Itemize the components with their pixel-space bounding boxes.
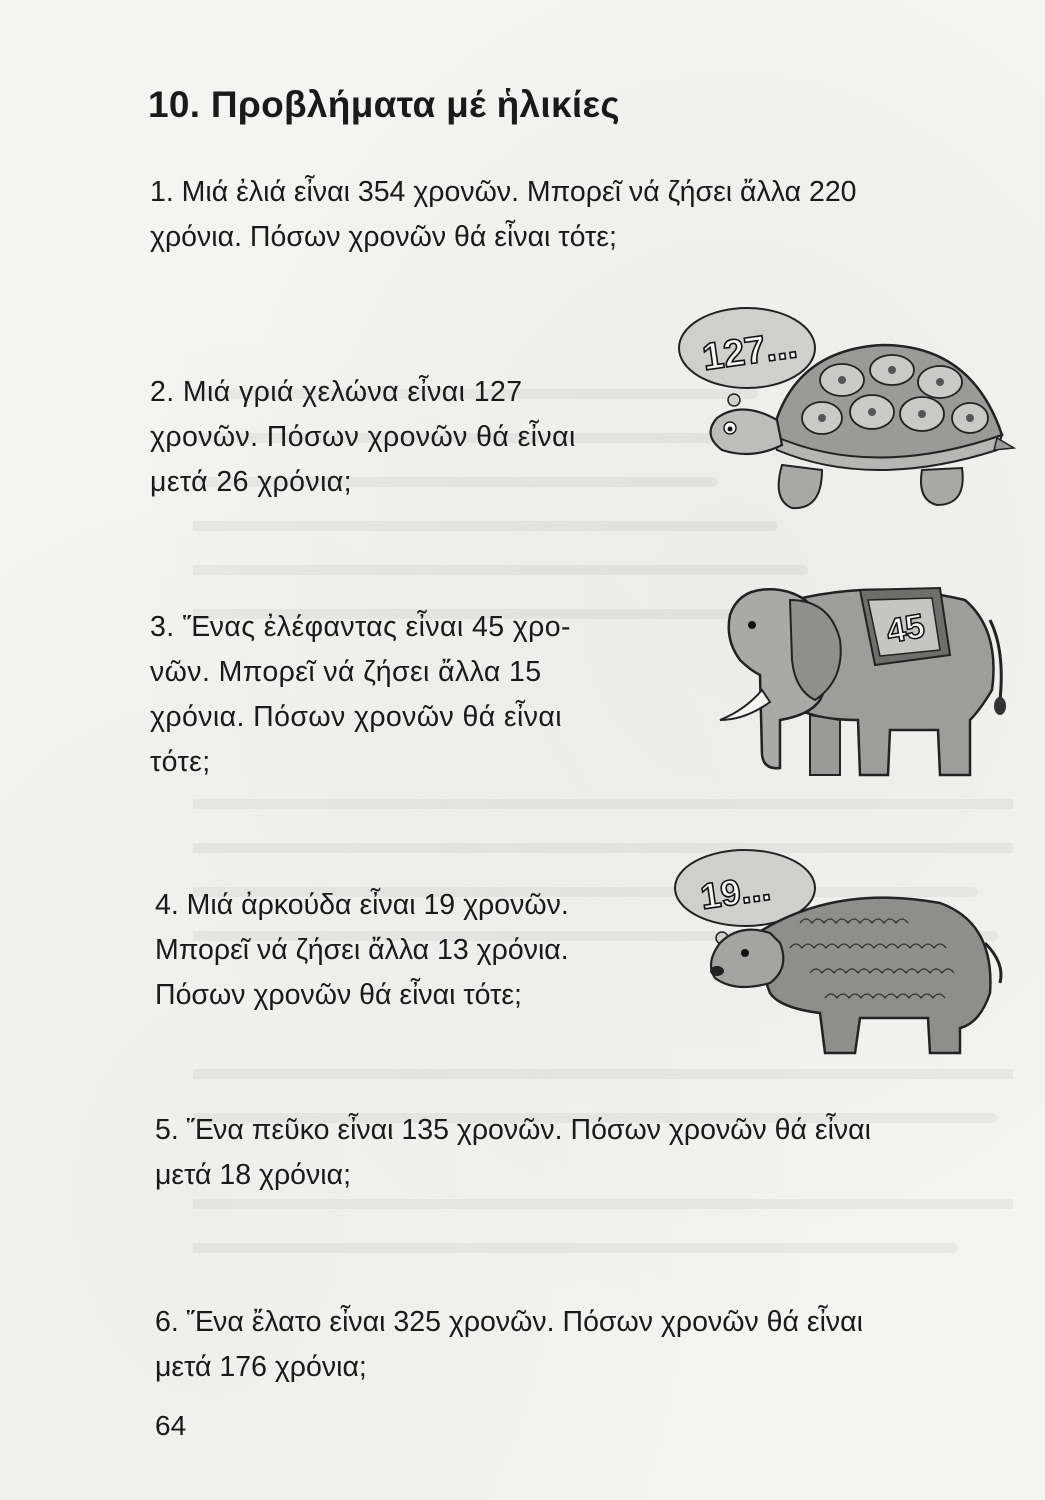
bear-bubble-text: 19...	[697, 866, 774, 918]
problem-1-line-2: χρόνια. Πόσων χρονῶν θά εἶναι τότε;	[150, 221, 617, 253]
problem-2-line-1: 2. Μιά γριά χελώνα εἶναι 127	[150, 376, 523, 408]
page-number: 64	[155, 1410, 187, 1441]
problem-3-line-1: 3. Ἕνας ἐλέφαντας εἶναι 45 χρο-	[150, 611, 571, 643]
elephant-illustration	[700, 570, 1010, 785]
elephant-blanket-number: 45	[883, 606, 928, 651]
turtle-bubble-text: 127...	[699, 324, 800, 380]
problem-2-line-2: χρονῶν. Πόσων χρονῶν θά εἶναι	[150, 421, 576, 453]
problem-2-line-3: μετά 26 χρόνια;	[150, 466, 352, 498]
turtle-illustration	[672, 300, 1017, 515]
problem-3-line-3: χρόνια. Πόσων χρονῶν θά εἶναι	[150, 701, 562, 733]
problem-3	[150, 605, 571, 785]
problem-4-line-2: Μπορεῖ νά ζήσει ἄλλα 13 χρόνια.	[155, 934, 569, 966]
elephant-drawing	[700, 570, 1010, 785]
problem-5-line-1: 5. Ἕνα πεῦκο εἶναι 135 χρονῶν. Πόσων χρονῶν θά εἶναι	[155, 1114, 871, 1146]
problem-5-line-2: μετά 18 χρόνια;	[155, 1159, 351, 1191]
bear-drawing	[660, 843, 1015, 1063]
problem-3-line-2: νῶν. Μπορεῖ νά ζήσει ἄλλα 15	[150, 656, 542, 688]
problem-1	[150, 170, 857, 260]
problem-4	[155, 883, 569, 1018]
problem-5	[155, 1108, 871, 1198]
problem-1-line-1: 1. Μιά ἐλιά εἶναι 354 χρονῶν. Μπορεῖ νά ζήσει ἄλλα 220	[150, 176, 857, 208]
problem-4-line-1: 4. Μιά ἀρκούδα εἶναι 19 χρονῶν.	[155, 889, 569, 921]
problem-4-line-3: Πόσων χρονῶν θά εἶναι τότε;	[155, 979, 522, 1011]
problem-6-line-1: 6. Ἕνα ἔλατο εἶναι 325 χρονῶν. Πόσων χρονῶν θά εἶναι	[155, 1306, 863, 1338]
problem-6-line-2: μετά 176 χρόνια;	[155, 1351, 367, 1383]
problem-2	[150, 370, 576, 505]
bear-illustration	[660, 843, 1015, 1063]
problem-6	[155, 1300, 863, 1390]
turtle-drawing	[672, 300, 1017, 515]
page-title: 10. Προβλήματα μέ ἡλικίες	[148, 84, 620, 125]
problem-3-line-4: τότε;	[150, 746, 211, 778]
